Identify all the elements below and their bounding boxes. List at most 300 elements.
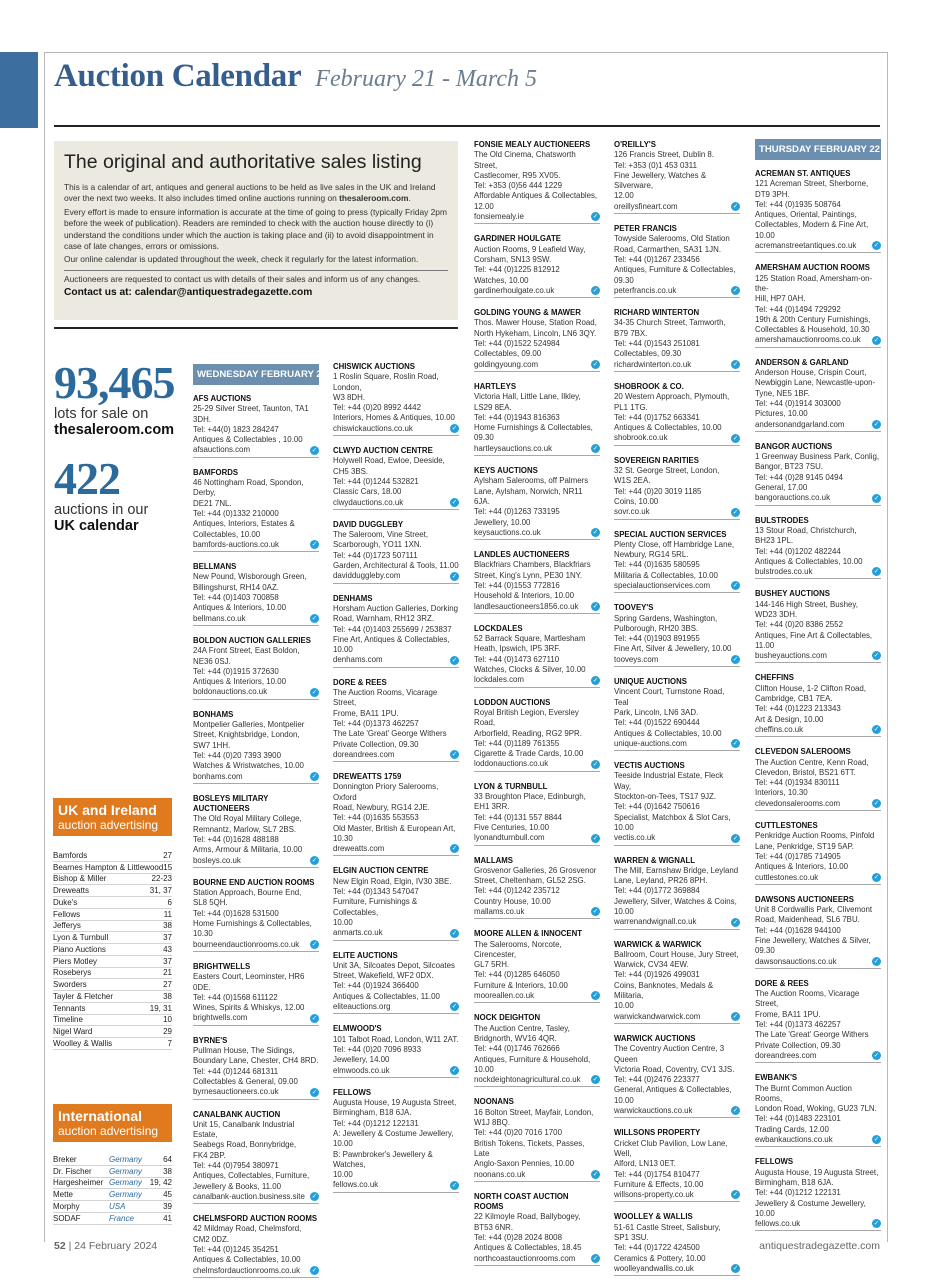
online-check-icon: ✓: [592, 529, 599, 537]
auction-website-link[interactable]: landlesauctioneers1856.co.uk: [474, 601, 579, 611]
auction-website-link[interactable]: vectis.co.uk: [614, 833, 656, 843]
listing-detail-line: Spring Gardens, Washington,: [614, 613, 718, 623]
auction-listing: [333, 678, 459, 762]
listing-detail-line: Blackfriars Chambers, Blackfriars: [474, 560, 591, 570]
auction-website-link[interactable]: boldonauctions.co.uk: [193, 687, 268, 697]
auction-website-link[interactable]: busheyauctions.com: [755, 651, 827, 661]
listing-detail-line: Billingshurst, RH14 0AZ.: [193, 582, 279, 592]
listing-detail-line: Corsham, SN13 9SW.: [474, 254, 552, 264]
auction-listing: [474, 466, 600, 540]
auction-listing: [755, 1157, 881, 1231]
listing-detail-line: CH5 3BS.: [333, 466, 369, 476]
advertiser-name: SODAF: [53, 1213, 81, 1223]
auction-website-link[interactable]: woolleyandwallis.co.uk: [614, 1263, 694, 1273]
auction-listing: [755, 821, 881, 885]
auction-website-link[interactable]: dawsonsauctions.co.uk: [755, 956, 837, 966]
contact-line[interactable]: Contact us at: calendar@antiquestradegazette.com: [64, 287, 313, 299]
advertiser-page: 6: [167, 897, 172, 907]
auction-website-link[interactable]: goldingyoung.com: [474, 359, 539, 369]
auction-website-link[interactable]: fonsiemealy.ie: [474, 212, 524, 222]
listing-detail-line: Antiques & Interiors, 10.00: [193, 603, 286, 613]
listing-detail-line: B79 7BX.: [614, 328, 648, 338]
listing-detail-line: SW7 1HH.: [193, 740, 231, 750]
auction-website-link[interactable]: nockdeightonagricultural.co.uk: [474, 1075, 581, 1085]
listing-detail-line: Thos. Mawer House, Station Road,: [474, 318, 597, 328]
listing-detail-line: Street, Cheltenham, GL52 2SG.: [474, 876, 586, 886]
auction-website-link[interactable]: specialauctionservices.com: [614, 580, 711, 590]
auctioneer-name: BYRNE'S: [193, 1035, 228, 1045]
auctioneer-name: WARREN & WIGNALL: [614, 855, 695, 865]
advertiser-page: 29: [163, 1027, 172, 1037]
listing-detail-line: Royal British Legion, Eversley Road,: [474, 707, 579, 728]
advertiser-name: Piers Motley: [53, 956, 98, 966]
listing-detail-line: DT9 3PH.: [755, 189, 790, 199]
auction-website-link[interactable]: mallams.co.uk: [474, 907, 525, 916]
day-header-wednesday: WEDNESDAY FEBRUARY 21: [193, 364, 319, 385]
listing-detail-line: Tel: +44 (0)1635 580595: [614, 560, 700, 570]
advertiser-page: 19, 31: [149, 1003, 172, 1013]
auction-website-link[interactable]: cuttlestones.co.uk: [755, 872, 819, 882]
auction-website-link[interactable]: denhams.com: [333, 655, 383, 665]
listing-detail-line: Antiques & Collectables, 18.45: [474, 1243, 582, 1253]
auction-website-link[interactable]: fellows.co.uk: [755, 1219, 801, 1229]
listing-detail-line: Tel: +44 (0)1943 816363: [474, 412, 560, 422]
auction-website-link[interactable]: bangorauctions.co.uk: [755, 493, 831, 503]
online-check-icon: ✓: [732, 740, 739, 748]
listing-detail-line: 1 Roslin Square, Roslin Road, London,: [333, 372, 439, 392]
auction-listing: [474, 308, 600, 372]
listing-detail-line: Street, King's Lynn, PE30 1NY.: [474, 570, 583, 580]
auction-website-link[interactable]: hartleysauctions.co.uk: [474, 443, 553, 453]
auction-website-link[interactable]: byrnesauctioneers.co.uk: [193, 1087, 279, 1097]
listing-detail-line: Holywell Road, Ewloe, Deeside,: [333, 456, 445, 466]
auctioneer-name: SHOBROOK & CO.: [614, 381, 684, 391]
index-row: [53, 874, 172, 886]
date-range: February 21 - March 5: [315, 66, 538, 92]
listing-detail-line: 121 Acreman Street, Sherborne,: [755, 179, 869, 189]
auction-website-link[interactable]: ewbankauctions.co.uk: [755, 1135, 833, 1145]
online-check-icon: ✓: [592, 760, 599, 768]
online-check-icon: ✓: [732, 360, 739, 368]
listing-detail-line: Furniture & Interiors, 10.00: [474, 980, 568, 990]
auction-listing: [333, 594, 459, 668]
listing-detail-line: Tel: +44 (0)20 7016 1700: [474, 1128, 562, 1138]
listing-detail-line: London Road, Woking, GU23 7LN.: [755, 1104, 877, 1114]
auction-website-link[interactable]: brightwells.com: [193, 1013, 248, 1023]
auctioneer-name: O'REILLY'S: [614, 140, 656, 149]
listing-detail-line: Castlecomer, R95 XV05.: [474, 170, 561, 180]
listing-detail-line: Jewellery, 14.00: [333, 1055, 390, 1065]
listing-detail-line: Road, Warnham, RH12 3RZ.: [333, 614, 435, 624]
listing-column-3: [474, 140, 600, 1276]
listing-detail-line: CM2 0DZ.: [193, 1234, 229, 1244]
auction-website-link[interactable]: tooveys.com: [614, 654, 659, 664]
auction-listing: [755, 263, 881, 347]
listing-detail-line: B: Pawnbroker's Jewellery & Watches,: [333, 1149, 433, 1169]
advertiser-page: 64: [163, 1154, 172, 1164]
listing-detail-line: Pulborough, RH20 3BS.: [614, 623, 699, 633]
listing-detail-line: Tel: +44 (0)7954 380971: [193, 1161, 279, 1170]
listing-detail-line: Coins, Banknotes, Medals & Militaria,: [614, 980, 714, 1001]
auction-website-link[interactable]: andersonandgarland.com: [755, 419, 845, 429]
auction-listing: [755, 589, 881, 663]
listing-detail-line: 09.30: [755, 946, 775, 956]
listing-detail-line: Alford, LN13 0ET.: [614, 1159, 676, 1169]
listing-detail-line: Tel: +44 (0)1373 462257: [755, 1020, 841, 1030]
listing-detail-line: Tel: +44 (0)1403 255699 / 253837: [333, 624, 452, 634]
online-check-icon: ✓: [311, 1088, 318, 1096]
auction-listing: [333, 951, 459, 1015]
listing-detail-line: 10.30: [333, 833, 353, 843]
listing-detail-line: 10.00: [614, 907, 634, 916]
advertiser-country: Germany: [109, 1190, 142, 1200]
advertiser-name: Nigel Ward: [53, 1027, 93, 1037]
advertiser-page: 11: [163, 909, 172, 919]
listing-detail-line: 10.00: [614, 1095, 634, 1105]
listing-detail-line: Road, Carmarthen, SA31 1JN.: [614, 244, 722, 254]
listing-detail-line: Specialist, Matchbox & Slot Cars,: [614, 812, 731, 822]
online-check-icon: ✓: [451, 929, 458, 937]
auctioneer-name: ACREMAN ST. ANTIQUES: [755, 169, 851, 178]
intro-box: [54, 141, 458, 320]
auctioneer-name: AMERSHAM AUCTION ROOMS: [755, 263, 870, 273]
online-check-icon: ✓: [732, 582, 739, 590]
auctioneer-name: AFS AUCTIONS: [193, 394, 252, 403]
auctioneer-name: KEYS AUCTIONS: [474, 466, 538, 476]
listing-detail-line: 19th & 20th Century Furnishings,: [755, 314, 871, 324]
auctioneer-name: CUTTLESTONES: [755, 821, 818, 831]
auction-website-link[interactable]: loddonauctions.co.uk: [474, 759, 549, 769]
listing-detail-line: 125 Station Road, Amersham-on-the-: [755, 273, 873, 293]
saleroom-link[interactable]: thesaleroom.com: [54, 422, 175, 438]
listing-detail-line: Auction Rooms, 9 Leafield Way,: [474, 244, 586, 254]
auction-listing: [193, 468, 319, 552]
intro-paragraph-4: Auctioneers are requested to contact us with details of their sales and inform us of any changes.: [64, 273, 421, 284]
auction-website-link[interactable]: bamfords-auctions.co.uk: [193, 539, 279, 549]
listing-detail-line: 34-35 Church Street, Tamworth,: [614, 318, 726, 328]
auctioneer-name: BOURNE END AUCTION ROOMS: [193, 877, 315, 887]
online-check-icon: ✓: [592, 992, 599, 1000]
listing-detail-line: 126 Francis Street, Dublin 8.: [614, 150, 714, 160]
listing-detail-line: 11.00: [755, 640, 775, 650]
auction-website-link[interactable]: bellmans.co.uk: [193, 613, 246, 623]
section-tab: [0, 52, 38, 128]
online-check-icon: ✓: [592, 908, 599, 916]
auction-website-link[interactable]: amershamauctionrooms.co.uk: [755, 335, 861, 345]
auctioneer-name: GARDINER HOULGATE: [474, 234, 561, 244]
listing-detail-line: Tel: +44 (0)1746 762666: [474, 1044, 560, 1054]
auction-website-link[interactable]: lyonandturnbull.com: [474, 833, 545, 843]
auction-listing: [474, 550, 600, 614]
auctioneer-name: LODDON AUCTIONS: [474, 697, 551, 707]
online-check-icon: ✓: [451, 845, 458, 853]
listing-detail-line: Tel: +44 (0)1473 627110: [474, 654, 560, 664]
listing-detail-line: Collectables, 09.30: [614, 349, 682, 359]
listing-detail-line: Collectables, 10.00: [193, 529, 261, 539]
listing-detail-line: 12.00: [474, 201, 494, 211]
listing-detail-line: 10.00: [333, 1170, 353, 1180]
auctions-stat: 422 auctions in our UK calendar: [54, 453, 149, 534]
auction-listing: [474, 782, 600, 846]
listing-column-1: [193, 364, 328, 1288]
page-footer-right[interactable]: antiquestradegazette.com: [759, 1240, 880, 1252]
auction-website-link[interactable]: cheffins.co.uk: [755, 724, 804, 734]
auction-website-link[interactable]: bulstrodes.co.uk: [755, 567, 813, 577]
auction-website-link[interactable]: oreillysfineart.com: [614, 201, 678, 211]
listing-detail-line: 13 Stour Road, Christchurch,: [755, 525, 857, 535]
auction-website-link[interactable]: peterfrancis.co.uk: [614, 285, 677, 295]
auction-listing: [614, 456, 740, 520]
index-row: [53, 1201, 172, 1213]
auctioneer-name: VECTIS AUCTIONS: [614, 761, 685, 771]
listing-detail-line: Tel: +44 (0)1924 366400: [333, 981, 419, 991]
listing-detail-line: Tel: +44 (0)1225 812912: [474, 265, 560, 275]
listing-detail-line: Tel: +44 (0)1267 233456: [614, 254, 700, 264]
auctioneer-name: NOCK DEIGHTON: [474, 1013, 541, 1023]
auction-listing: [333, 866, 459, 940]
listing-detail-line: Antiques & Interiors, 10.00: [755, 862, 848, 872]
auctioneer-name: BANGOR AUCTIONS: [755, 441, 833, 451]
auction-website-link[interactable]: noonans.co.uk: [474, 1169, 526, 1179]
listing-detail-line: Tel: +44 (0)1926 499031: [614, 970, 700, 980]
listing-detail-line: Tel: +44 (0)1242 235712: [474, 886, 560, 896]
auction-website-link[interactable]: bonhams.com: [193, 771, 243, 781]
auction-website-link[interactable]: acremanstreetantiques.co.uk: [755, 241, 857, 251]
index-row: [53, 944, 172, 956]
auctioneer-name: WARWICK AUCTIONS: [614, 1033, 696, 1043]
auctioneer-name: LOCKDALES: [474, 623, 523, 633]
listing-detail-line: 25-29 Silver Street, Taunton, TA1 3DH.: [193, 404, 309, 424]
auction-website-link[interactable]: eliteauctions.org: [333, 1002, 391, 1012]
listing-detail-line: Bangor, BT23 7SU.: [755, 462, 823, 472]
auction-website-link[interactable]: doreandrees.com: [755, 1050, 817, 1060]
listing-detail-line: The Coventry Auction Centre, 3 Queen: [614, 1044, 725, 1064]
listing-detail-line: Aylsham Salerooms, off Palmers: [474, 476, 589, 486]
listing-detail-line: Tel: +44 (0)20 8992 4442: [333, 403, 421, 413]
online-check-icon: ✓: [873, 1052, 880, 1060]
listing-detail-line: Antiques, Oriental, Paintings,: [755, 210, 857, 220]
auctioneer-name: WARWICK & WARWICK: [614, 939, 702, 949]
auctioneer-name: LANDLES AUCTIONEERS: [474, 550, 570, 560]
auction-website-link[interactable]: elmwoods.co.uk: [333, 1065, 390, 1075]
auction-listing: [614, 308, 740, 372]
advertiser-page: 38: [163, 991, 172, 1001]
listing-detail-line: Tel: +44 (0)1642 750616: [614, 802, 700, 812]
listing-detail-line: Tel: +44 (0)1628 531500: [193, 908, 279, 918]
listing-detail-line: Tel: +44(0) 1823 284247: [193, 424, 279, 434]
auction-website-link[interactable]: gardinerhoulgate.co.uk: [474, 285, 555, 295]
listing-detail-line: Tel: +44 (0)1343 547047: [333, 887, 419, 897]
listing-detail-line: Frome, BA11 1PU.: [755, 1009, 821, 1019]
online-check-icon: ✓: [592, 1254, 599, 1262]
listing-detail-line: Tel: +44 (0)1754 810477: [614, 1169, 700, 1179]
advertiser-page: 37: [163, 933, 172, 943]
auction-website-link[interactable]: northcoastauctionrooms.com: [474, 1253, 576, 1263]
listing-detail-line: 10.00: [614, 1001, 634, 1011]
listing-detail-line: Tel: +44 (0)1483 223101: [755, 1114, 841, 1124]
online-check-icon: ✓: [592, 602, 599, 610]
intro-paragraph-1: This is a calendar of art, antiques and general auctions to be held as live sales in the UK and Ireland over the next two weeks. It also includes timed online auctions running on thesaleroom.com.: [64, 182, 436, 204]
auctioneer-name: HARTLEYS: [474, 381, 517, 391]
advertiser-name: Morphy: [53, 1201, 80, 1211]
online-check-icon: ✓: [311, 1193, 318, 1201]
listing-detail-line: The Old Royal Military College,: [193, 814, 302, 824]
advertiser-country: Germany: [109, 1166, 142, 1176]
auction-website-link[interactable]: canalbank-auction.business.site: [193, 1191, 305, 1201]
auction-listing: [193, 1110, 319, 1205]
listing-detail-line: Tel: +44 (0)1635 553553: [333, 813, 419, 823]
online-check-icon: ✓: [873, 336, 880, 344]
listing-detail-line: A: Jewellery & Costume Jewellery,: [333, 1129, 454, 1138]
auction-website-link[interactable]: bosleys.co.uk: [193, 855, 241, 865]
listing-detail-line: PL1 1TG.: [614, 402, 648, 412]
auction-website-link[interactable]: sovr.co.uk: [614, 507, 650, 517]
listing-detail-line: The Saleroom, Vine Street,: [333, 530, 429, 540]
online-check-icon: ✓: [592, 445, 599, 453]
listing-detail-line: Tel: +44 (0)28 2024 8008: [474, 1233, 562, 1243]
listing-detail-line: Ballroom, Court House, Jury Street,: [614, 949, 739, 959]
listing-detail-line: General, 17.00: [755, 483, 808, 493]
listing-detail-line: Tel: +44 (0)1772 369884: [614, 886, 700, 896]
auction-website-link[interactable]: doreandrees.com: [333, 749, 395, 759]
auction-website-link[interactable]: chelmsfordauctionrooms.co.uk: [193, 1265, 301, 1275]
auction-website-link[interactable]: willsons-property.co.uk: [614, 1190, 694, 1200]
listing-detail-line: Grosvenor Galleries, 26 Grosvenor: [474, 865, 597, 875]
auction-listing: [193, 794, 319, 868]
auction-listing: [474, 929, 600, 1003]
listing-detail-line: Lane, Penkridge, ST19 5AP.: [755, 841, 854, 851]
index-row: [53, 1003, 172, 1015]
auction-website-link[interactable]: lockdales.com: [474, 675, 524, 685]
index-row: [53, 897, 172, 909]
listing-detail-line: Plenty Close, off Hambridge Lane,: [614, 539, 735, 549]
auctioneer-name: CLWYD AUCTION CENTRE: [333, 446, 433, 456]
page-number: 52: [54, 1240, 66, 1252]
online-check-icon: ✓: [873, 1136, 880, 1144]
auctioneer-name: ELITE AUCTIONS: [333, 950, 398, 960]
listing-detail-line: Donnington Priory Salerooms, Oxford: [333, 782, 439, 802]
online-check-icon: ✓: [451, 751, 458, 759]
auctioneer-name: BUSHEY AUCTIONS: [755, 589, 830, 599]
listing-detail-line: W1S 2EA.: [614, 476, 651, 486]
listing-detail-line: Collectables, 09.00: [474, 349, 542, 359]
listing-detail-line: Interiors, Homes & Antiques, 10.00: [333, 413, 455, 423]
online-check-icon: ✓: [592, 676, 599, 684]
auctioneer-name: BAMFORDS: [193, 467, 239, 477]
intro-heading: The original and authoritative sales listing: [64, 151, 422, 173]
auction-website-link[interactable]: anmarts.co.uk: [333, 928, 383, 938]
intro-divider: [64, 270, 448, 271]
listing-detail-line: 10.00: [614, 822, 634, 832]
listing-detail-line: New Pound, Wisborough Green,: [193, 572, 307, 582]
auction-website-link[interactable]: clevedonsalerooms.com: [755, 798, 841, 808]
auction-website-link[interactable]: fellows.co.uk: [333, 1180, 379, 1190]
auctioneer-name: DORE & REES: [333, 677, 387, 687]
listing-detail-line: 144-146 High Street, Bushey,: [755, 599, 858, 609]
listing-detail-line: Tel: +44 (0)1522 524984: [474, 339, 560, 349]
auction-website-link[interactable]: shobrook.co.uk: [614, 433, 668, 443]
online-check-icon: ✓: [732, 1107, 739, 1115]
listing-detail-line: Tel: +44 (0)1722 424500: [614, 1243, 700, 1253]
auction-website-link[interactable]: davidduggleby.com: [333, 571, 401, 581]
online-check-icon: ✓: [873, 957, 880, 965]
listing-detail-line: Cricket Club Pavilion, Low Lane, Well,: [614, 1138, 728, 1158]
online-check-icon: ✓: [873, 494, 880, 502]
listing-detail-line: Tel: +44 (0)1245 354251: [193, 1245, 279, 1255]
listing-detail-line: WD23 3DH.: [755, 609, 798, 619]
listing-detail-line: Tel: +44 (0)1373 462257: [333, 718, 419, 728]
auction-listing: [755, 895, 881, 969]
listing-detail-line: Birmingham, B18 6JA.: [755, 1177, 834, 1187]
index-row: [53, 1178, 172, 1190]
auctioneer-name: BOLDON AUCTION GALLERIES: [193, 635, 311, 645]
listing-detail-line: Tel: +44 (0)1785 714905: [755, 851, 841, 861]
auctioneer-name: RICHARD WINTERTON: [614, 308, 700, 318]
auction-website-link[interactable]: warwickauctions.co.uk: [614, 1106, 693, 1116]
listing-detail-line: Tel: +44 (0)131 557 8844: [474, 812, 562, 822]
listing-detail-line: Antiques & Collectables, 10.00: [755, 556, 863, 566]
listing-detail-line: Tel: +44 (0)1494 729292: [755, 304, 841, 314]
auction-website-link[interactable]: clwydauctions.co.uk: [333, 497, 404, 507]
advertiser-name: Dreweatts: [53, 886, 90, 896]
auction-website-link[interactable]: chiswickauctions.co.uk: [333, 423, 413, 433]
auction-website-link[interactable]: mooreallen.co.uk: [474, 991, 535, 1001]
auction-website-link[interactable]: keysauctions.co.uk: [474, 527, 541, 537]
listing-detail-line: Clevedon, Bristol, BS21 6TT.: [755, 767, 856, 777]
auction-website-link[interactable]: dreweatts.com: [333, 844, 385, 854]
listing-detail-line: Hill, HP7 0AH.: [755, 294, 806, 304]
auctioneer-name: BULSTRODES: [755, 515, 809, 525]
intro-paragraph-3: Our online calendar is updated throughout the week, check it regularly for the latest information.: [64, 254, 419, 265]
listing-detail-line: Tel: +44 (0)1568 611122: [193, 992, 278, 1002]
listing-detail-line: FK4 2BP.: [193, 1150, 226, 1160]
advertiser-name: Duke's: [53, 897, 78, 907]
listing-detail-line: 10.00: [474, 1064, 494, 1074]
auction-website-link[interactable]: unique-auctions.com: [614, 738, 687, 748]
online-check-icon: ✓: [732, 834, 739, 842]
auction-website-link[interactable]: warrenandwignall.co.uk: [614, 917, 697, 927]
listing-detail-line: Tel: +44 (0)1915 372630: [193, 666, 279, 676]
listing-detail-line: The Auction Centre, Kenn Road,: [755, 757, 869, 767]
auction-website-link[interactable]: afsauctions.com: [193, 445, 251, 455]
listing-detail-line: SP1 3SU.: [614, 1233, 649, 1243]
online-check-icon: ✓: [592, 213, 599, 221]
online-check-icon: ✓: [873, 420, 880, 428]
online-check-icon: ✓: [732, 656, 739, 664]
auction-website-link[interactable]: warwickandwarwick.com: [614, 1011, 701, 1021]
auctioneer-name: DAVID DUGGLEBY: [333, 519, 404, 529]
advertiser-name: Bishop & Miller: [53, 874, 107, 884]
auction-website-link[interactable]: bourneendauctionrooms.co.uk: [193, 939, 300, 949]
auction-listing: [333, 772, 459, 856]
auctioneer-name: FELLOWS: [333, 1087, 372, 1097]
auction-listing: [755, 979, 881, 1063]
listing-detail-line: Anderson House, Crispin Court,: [755, 368, 867, 378]
auction-listing: [755, 747, 881, 811]
advertiser-page: 15: [163, 862, 173, 872]
auctioneer-name: ANDERSON & GARLAND: [755, 357, 849, 367]
listing-detail-line: 10.30: [193, 929, 213, 939]
auctioneer-name: BRIGHTWELLS: [193, 961, 251, 971]
day-header-thursday: THURSDAY FEBRUARY 22: [755, 139, 881, 160]
listing-detail-line: Tel: +44 (0)20 3019 1185: [614, 486, 702, 496]
auction-website-link[interactable]: richardwinterton.co.uk: [614, 359, 692, 369]
online-check-icon: ✓: [873, 652, 880, 660]
online-check-icon: ✓: [592, 1076, 599, 1084]
online-check-icon: ✓: [732, 287, 739, 295]
listing-detail-line: Unit 3A, Silcoates Depot, Silcoates: [333, 960, 455, 970]
advertiser-name: Tayler & Fletcher: [53, 991, 114, 1001]
